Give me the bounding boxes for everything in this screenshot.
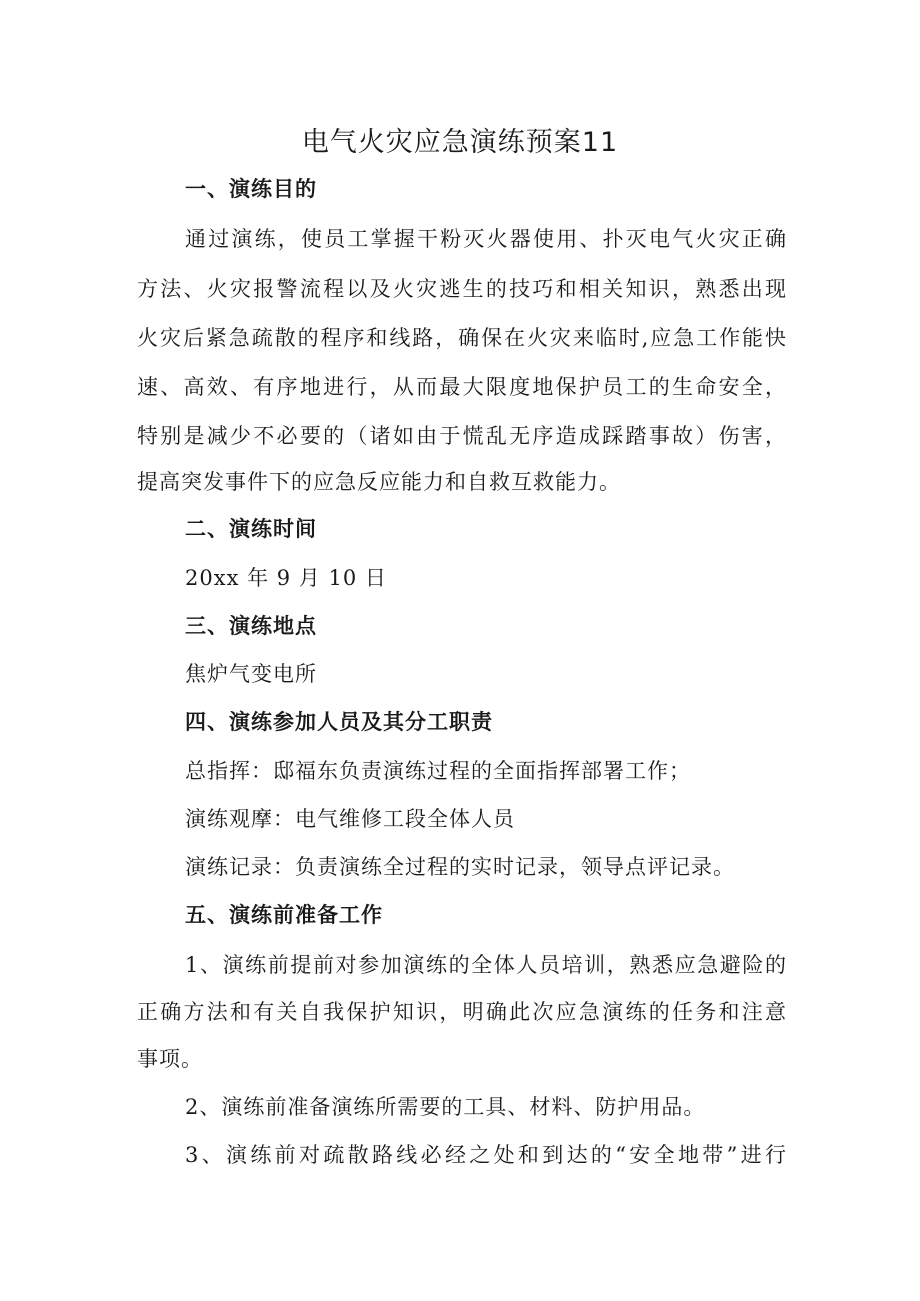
drill-location: 焦炉气变电所 [185, 662, 317, 686]
paragraph-line: 1、演练前提前对参加演练的全体人员培训，熟悉应急避险的 [185, 953, 787, 977]
paragraph-line: 火灾后紧急疏散的程序和线路，确保在火灾来临时,应急工作能快 [137, 326, 787, 350]
role-line-recorder: 演练记录：负责演练全过程的实时记录，领导点评记录。 [185, 855, 735, 879]
drill-date: 20xx 年 9 月 10 日 [185, 566, 387, 590]
section-heading-preparation: 五、演练前准备工作 [185, 903, 383, 927]
role-line-commander: 总指挥：邸福东负责演练过程的全面指挥部署工作； [185, 759, 691, 783]
paragraph-line: 通过演练，使员工掌握干粉灭火器使用、扑灭电气火灾正确 [185, 227, 787, 251]
paragraph-line: 速、高效、有序地进行，从而最大限度地保护员工的生命安全， [137, 375, 787, 399]
section-heading-personnel: 四、演练参加人员及其分工职责 [185, 710, 493, 734]
paragraph-line: 方法、火灾报警流程以及火灾逃生的技巧和相关知识，熟悉出现 [137, 277, 787, 301]
section-heading-location: 三、演练地点 [185, 614, 317, 638]
role-line-observers: 演练观摩：电气维修工段全体人员 [185, 807, 515, 831]
paragraph-line: 3、演练前对疏散路线必经之处和到达的“安全地带”进行 [185, 1143, 787, 1167]
paragraph-line: 正确方法和有关自我保护知识，明确此次应急演练的任务和注意 [137, 1000, 787, 1024]
document-title: 电气火灾应急演练预案11 [301, 127, 619, 158]
paragraph-line: 提高突发事件下的应急反应能力和自救互救能力。 [137, 470, 621, 494]
paragraph-line: 事项。 [137, 1047, 203, 1071]
paragraph-line: 特别是减少不必要的（诸如由于慌乱无序造成踩踏事故）伤害， [137, 424, 787, 448]
section-heading-purpose: 一、演练目的 [185, 177, 317, 201]
section-heading-time: 二、演练时间 [185, 517, 317, 541]
paragraph-line: 2、演练前准备演练所需要的工具、材料、防护用品。 [185, 1095, 706, 1119]
